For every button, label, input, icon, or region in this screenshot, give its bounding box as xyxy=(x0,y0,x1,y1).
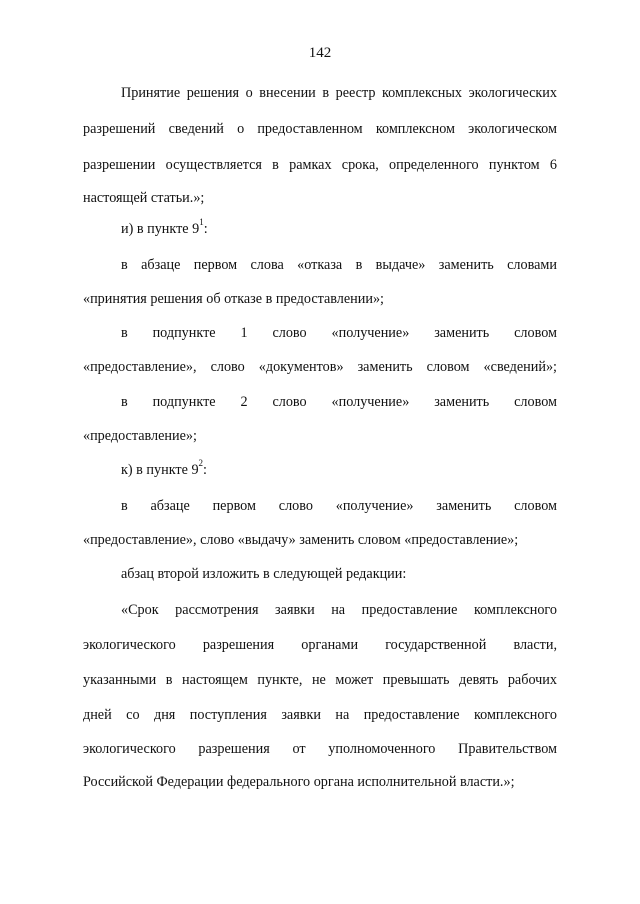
text-line-18: указанными в настоящем пункте, не может превышать девять рабочих xyxy=(83,672,557,688)
text-line-20: экологического разрешения от уполномоченного Правительством xyxy=(83,741,557,757)
page-number: 142 xyxy=(308,45,332,61)
text-line-5-main: и) в пункте 9 xyxy=(121,221,200,237)
text-line-15: абзац второй изложить в следующей редакции: xyxy=(121,566,407,582)
text-line-5-end: : xyxy=(203,221,208,237)
superscript-1: 1 xyxy=(199,217,204,228)
text-line-14: «предоставление», слово «выдачу» заменить словом «предоставление»; xyxy=(83,532,519,548)
text-line-1: Принятие решения о внесении в реестр комплексных экологических xyxy=(121,85,557,101)
text-line-12 xyxy=(121,458,557,479)
text-line-2: разрешений сведений о предоставленном комплексном экологическом xyxy=(83,121,557,137)
text-line-8: в подпункте 1 слово «получение» заменить словом xyxy=(121,325,557,341)
text-line-6: в абзаце первом слова «отказа в выдаче» заменить словами xyxy=(121,257,557,273)
text-line-13: в абзаце первом слово «получение» заменить словом xyxy=(121,498,557,514)
text-line-19: дней со дня поступления заявки на предоставление комплексного xyxy=(83,707,557,723)
text-line-11: «предоставление»; xyxy=(83,428,197,444)
text-line-4: настоящей статьи.»; xyxy=(83,190,205,206)
text-line-3: разрешении осуществляется в рамках срока, определенного пунктом 6 xyxy=(83,157,557,173)
text-line-16: «Срок рассмотрения заявки на предоставление комплексного xyxy=(121,602,557,618)
text-line-12-end: : xyxy=(203,462,207,478)
text-line-7: «принятия решения об отказе в предоставлении»; xyxy=(83,291,384,307)
text-line-21: Российской Федерации федерального органа исполнительной власти.»; xyxy=(83,774,515,790)
text-line-12-main: к) в пункте 9 xyxy=(121,462,199,478)
text-line-9: «предоставление», слово «документов» заменить словом «сведений»; xyxy=(83,359,557,375)
text-line-10: в подпункте 2 слово «получение» заменить словом xyxy=(121,394,557,410)
superscript-2: 2 xyxy=(198,458,204,469)
text-line-5 xyxy=(121,217,557,238)
text-line-17: экологического разрешения органами государственной власти, xyxy=(83,637,557,653)
